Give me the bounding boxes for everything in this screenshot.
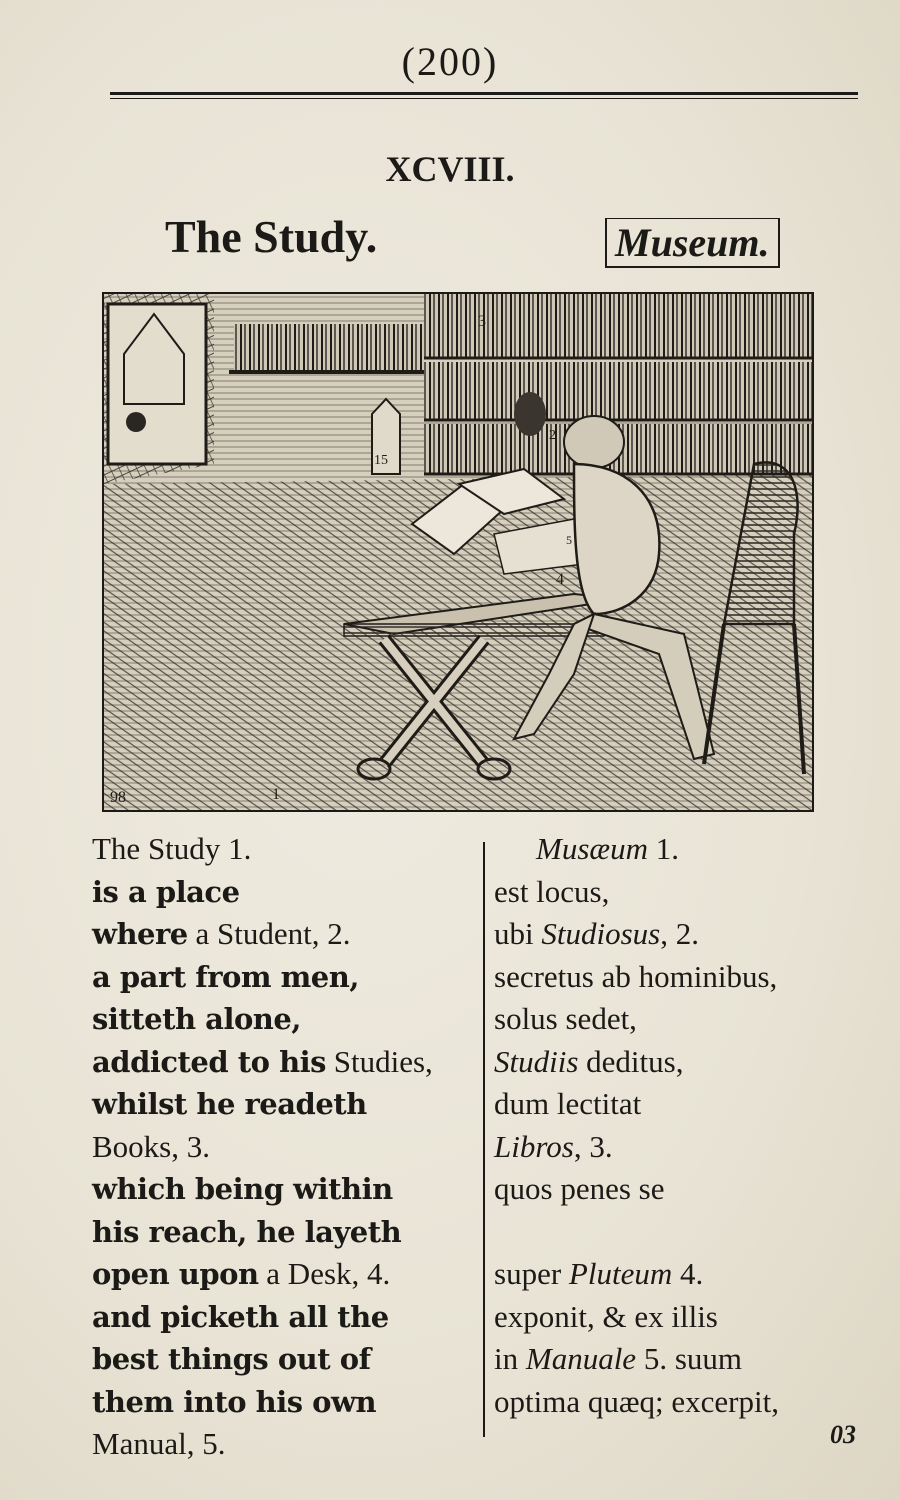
english-text: The Study	[92, 831, 221, 866]
latin-text: in	[494, 1341, 526, 1376]
column-divider	[483, 842, 485, 1437]
english-text: best things out of	[92, 1342, 371, 1376]
latin-line	[494, 1083, 779, 1126]
english-text: Manual, 5.	[92, 1426, 226, 1461]
latin-line	[494, 1338, 779, 1381]
latin-column	[494, 828, 779, 1423]
latin-text: 4.	[672, 1256, 704, 1291]
english-line	[92, 1083, 433, 1126]
chapter-number: XCVIII.	[385, 149, 515, 189]
latin-line	[494, 1253, 779, 1296]
latin-text: ubi	[494, 916, 542, 951]
latin-text: Libros	[494, 1128, 574, 1164]
english-text: a part from men,	[92, 959, 359, 994]
illustration-label-98: 98	[110, 789, 126, 806]
latin-line	[494, 828, 779, 871]
latin-text: secretus ab hominibus,	[494, 958, 778, 994]
latin-text: 5. suum	[636, 1341, 743, 1376]
english-line	[92, 1423, 433, 1466]
latin-text: est locus,	[494, 873, 610, 909]
header-rule-thin	[110, 98, 858, 99]
latin-text: deditus,	[578, 1043, 684, 1079]
latin-text: 1.	[647, 831, 679, 866]
latin-line	[494, 871, 779, 914]
latin-text: , 3.	[573, 1128, 613, 1164]
latin-line	[494, 1381, 779, 1424]
english-text: where	[92, 917, 188, 951]
title-english: The Study.	[165, 211, 378, 262]
latin-text: solus sedet,	[494, 1001, 637, 1036]
english-line	[92, 998, 433, 1041]
latin-text: exponit, & ex illis	[494, 1298, 718, 1334]
latin-text: Studiosus	[541, 916, 661, 951]
english-text: sitteth alone,	[92, 1002, 301, 1036]
latin-line	[494, 998, 779, 1041]
illustration-label-3: 3	[478, 313, 486, 330]
english-line	[92, 1338, 433, 1381]
english-text: is a place	[92, 874, 240, 909]
english-column	[92, 828, 433, 1466]
page-number: (200)	[401, 39, 499, 84]
illustration-label-2: 2	[549, 428, 556, 443]
english-text: them into his own	[92, 1384, 377, 1419]
english-text: Studies,	[326, 1043, 433, 1079]
latin-line	[494, 913, 779, 956]
english-text: open upon	[92, 1257, 259, 1291]
title-latin: Museum.	[605, 218, 780, 268]
latin-text: , 2.	[660, 916, 699, 951]
latin-line	[494, 1211, 779, 1254]
english-text: addicted to his	[92, 1044, 327, 1079]
latin-line	[494, 1126, 779, 1169]
english-text: which being within	[92, 1172, 393, 1206]
latin-line	[494, 1296, 779, 1339]
latin-text: super	[494, 1256, 569, 1291]
latin-text: dum lectitat	[494, 1086, 642, 1121]
illustration-label-5: 5	[566, 533, 572, 547]
latin-line	[494, 1041, 779, 1084]
english-text: a Desk, 4.	[258, 1256, 391, 1291]
latin-line	[494, 1168, 779, 1211]
english-line	[92, 1126, 433, 1169]
header-rule	[110, 92, 858, 95]
latin-text: quos penes se	[494, 1171, 665, 1206]
english-text: Books, 3.	[92, 1128, 210, 1164]
english-line	[92, 1041, 433, 1084]
english-line	[92, 1211, 433, 1254]
english-line	[92, 1168, 433, 1211]
english-line	[92, 956, 433, 999]
latin-text: Studiis	[494, 1043, 579, 1079]
english-line	[92, 871, 433, 914]
illustration-label-4: 4	[556, 571, 564, 588]
english-text: whilst he readeth	[92, 1087, 367, 1121]
latin-line	[494, 956, 779, 999]
woodcut-illustration	[102, 292, 814, 812]
english-line	[92, 913, 433, 956]
english-text: 1.	[220, 831, 252, 866]
latin-text: Manuale	[525, 1341, 637, 1376]
english-text: his reach, he layeth	[92, 1214, 402, 1249]
latin-text: optima quæq; excerpit,	[494, 1383, 779, 1419]
english-line	[92, 828, 433, 871]
english-text: and picketh all the	[92, 1299, 389, 1334]
latin-text: Musæum	[536, 831, 648, 866]
english-line	[92, 1253, 433, 1296]
english-line	[92, 1296, 433, 1339]
english-line	[92, 1381, 433, 1424]
latin-text: Pluteum	[568, 1256, 673, 1291]
illustration-label-15: 15	[374, 453, 388, 468]
catchword: 03	[830, 1420, 856, 1449]
english-text: a Student, 2.	[187, 916, 351, 951]
illustration-label-1: 1	[272, 786, 280, 803]
